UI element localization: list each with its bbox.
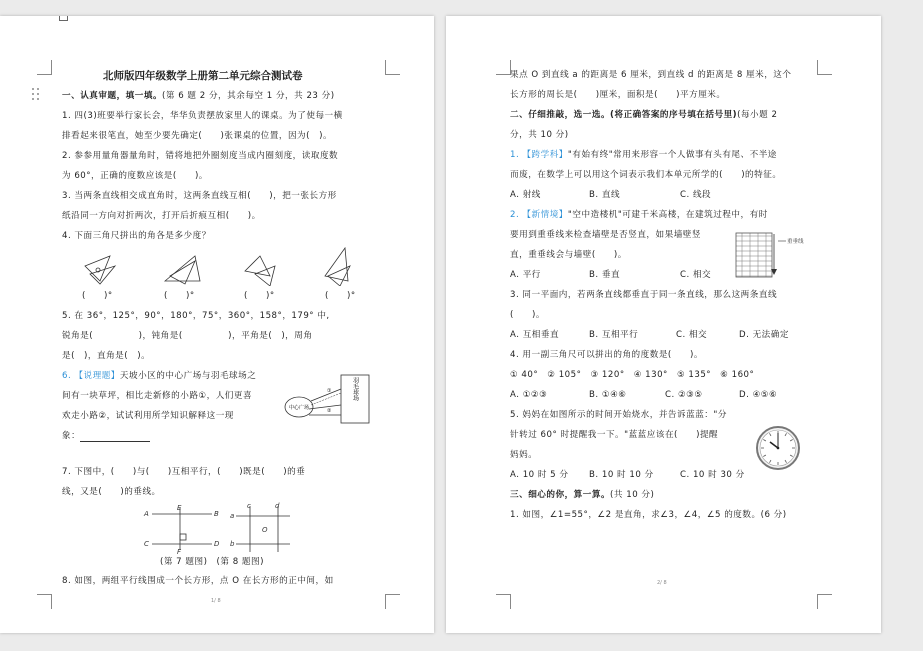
answer-blank-3[interactable]: ( )° [244,291,275,301]
continuation-line-1: 果点 O 到直线 a 的距离是 6 厘米，到直线 d 的距离是 8 厘米，这个 [510,70,792,80]
answer-underline[interactable] [80,432,150,442]
crop-mark [496,594,511,609]
figure-captions: (第 7 题图) (第 8 题图) [160,557,264,567]
label-C: C [144,540,149,548]
choice-5-line-1: 5. 妈妈在如图所示的时间开始烧水，并告诉蓝蓝："分 [510,410,727,420]
choice-2-line-2: 要用到重垂线来检查墙壁是否竖直，如果墙壁竖 [510,230,701,240]
question-6-line-3: 欢走小路②，试试利用所学知识解释这一现 [62,411,234,421]
choice-2-line-1: 2. 【新情境】"空中造楼机"可建千米高楼，在建筑过程中，有时 [510,210,768,220]
label-F: F [177,548,182,554]
question-2-line-1: 2. 参参用量角器量角时，错将地把外圈刻度当成内圈刻度，读取度数 [62,151,339,161]
answer-blank-2[interactable]: ( )° [164,291,195,301]
choice-4-option-b[interactable]: B. ①④⑥ [589,390,627,400]
question-5-line-2: 锐角是( )，钝角是( )，平角是( )，周角 [62,331,313,341]
park-map-figure [283,371,373,431]
choice-2-option-a[interactable]: A. 平行 [510,270,541,280]
question-3-line-2: 纸沿同一方向对折两次，打开后折痕互相( )。 [62,211,261,221]
choice-1-option-c[interactable]: C. 线段 [680,190,712,200]
checkbox-icon[interactable] [59,16,68,21]
choice-3-line-2: ( )。 [510,310,545,320]
crop-mark [817,60,832,75]
section-3-heading: 三、细心的你，算一算。(共 10 分) [510,490,655,500]
choice-1-line-2: 而废，在数学上可以用这个词表示我们本单元所学的( )的特征。 [510,170,782,180]
question-5-line-3: 是( )，直角是( )。 [62,351,151,361]
continuation-line-2: 长方形的周长是( )厘米，面积是( )平方厘米。 [510,90,726,100]
question-7-line-1: 7. 下图中，( )与( )互相平行，( )既是( )的垂 [62,467,306,477]
triangle-ruler-2b [170,261,195,284]
question-6-line-1: 6. 【说理题】天坡小区的中心广场与羽毛球场之 [62,371,257,381]
label-d: d [275,502,280,510]
choice-1-option-b[interactable]: B. 直线 [589,190,621,200]
parallel-lines-figure [140,502,380,554]
choice-5-option-a[interactable]: A. 10 时 5 分 [510,470,569,480]
answer-blank-1[interactable]: ( )° [82,291,113,301]
label-O: O [262,526,268,534]
triangle-rulers-figure [70,246,370,286]
court-label: 羽毛球场 [351,377,359,401]
clock-icon [754,424,802,472]
question-1-line-1: 1. 四(3)班要举行家长会，华华负责摆放家里人的课桌。为了使每一横 [62,111,343,121]
question-1-line-2: 排看起来很笔直，她至少要先确定( )张课桌的位置，因为( )。 [62,131,333,141]
question-8-line-1: 8. 如图，两组平行线围成一个长方形，点 O 在长方形的正中间，如 [62,576,334,586]
question-2-line-2: 为 60°，正确的度数应该是( )。 [62,171,208,181]
question-7-line-2: 线，又是( )的垂线。 [62,487,161,497]
document-page-2 [446,16,881,633]
choice-3-option-b[interactable]: B. 互相平行 [589,330,639,340]
choice-3-option-a[interactable]: A. 互相垂直 [510,330,560,340]
crop-mark [37,594,52,609]
crop-mark [817,594,832,609]
choice-4-line-1: 4. 用一副三角尺可以拼出的角的度数是( )。 [510,350,703,360]
crop-mark [385,594,400,609]
choice-3-line-1: 3. 同一平面内，若两条直线都垂直于同一条直线，那么这两条直线 [510,290,778,300]
question-4: 4. 下面三角尺拼出的角各是多少度？ [62,231,211,241]
document-title: 北师版四年级数学上册第二单元综合测试卷 [103,70,303,82]
crop-mark [496,60,511,75]
choice-2-option-b[interactable]: B. 垂直 [589,270,621,280]
crop-mark [37,60,52,75]
choice-2-option-c[interactable]: C. 相交 [680,270,712,280]
section-2-heading-line-2: 分，共 10 分) [510,130,569,140]
path-2-label: ② [327,408,332,414]
plaza-label: 中心广场 [288,405,310,411]
choice-1-option-a[interactable]: A. 射线 [510,190,541,200]
document-page-1 [0,16,434,633]
crop-mark [385,60,400,75]
choice-2-line-3: 直，重垂线会与墙壁( )。 [510,250,627,260]
choice-4-option-c[interactable]: C. ②③⑤ [665,390,703,400]
choice-4-option-a[interactable]: A. ①②③ [510,390,548,400]
page-number: 1/ 8 [211,598,221,604]
choice-4-option-d[interactable]: D. ④⑤⑥ [739,390,778,400]
plumb-line-figure [734,231,818,279]
label-a: a [230,512,235,520]
question-6-line-2: 间有一块草坪，相比走新修的小路①，人们更喜 [62,391,253,401]
label-b: b [230,540,235,548]
path-1-label: ① [327,388,332,394]
label-D: D [214,540,220,548]
label-c: c [247,502,251,510]
label-B: B [214,510,219,518]
calc-1-line-1: 1. 如图，∠1=55°，∠2 是直角，求∠3，∠4，∠5 的度数。(6 分) [510,510,787,520]
choice-1-line-1: 1. 【跨学科】"有始有终"常用来形容一个人做事有头有尾、不半途 [510,150,777,160]
choice-5-option-b[interactable]: B. 10 时 10 分 [589,470,654,480]
section-1-heading: 一、认真审题，填一填。(第 6 题 2 分，其余每空 1 分，共 23 分) [62,91,335,101]
answer-blank-4[interactable]: ( )° [325,291,356,301]
triangle-ruler-3b [255,266,275,286]
page-number: 2/ 8 [657,580,667,586]
choice-4-items: ① 40° ② 105° ③ 120° ④ 130° ⑤ 135° ⑥ 160° [510,370,755,380]
question-6-line-4: 象： [62,430,150,442]
section-2-heading: 二、仔细推敲，选一选。(将正确答案的序号填在括号里)(每小题 2 [510,110,778,120]
question-3-line-1: 3. 当两条直线相交成直角时，这两条直线互相( )，把一张长方形 [62,191,337,201]
choice-5-option-c[interactable]: C. 10 时 30 分 [680,470,745,480]
label-E: E [177,504,182,512]
choice-3-option-c[interactable]: C. 相交 [676,330,708,340]
choice-5-line-3: 妈妈。 [510,450,538,460]
choice-3-option-d[interactable]: D. 无法确定 [739,330,789,340]
question-5-line-1: 5. 在 36°，125°，90°，180°，75°，360°，158°，179° 中, [62,311,330,321]
choice-5-line-2: 针转过 60° 时提醒我一下。"蓝蓝应该在( )提醒 [510,430,719,440]
brick-wall [736,233,772,277]
drag-handle-icon[interactable] [32,88,41,102]
label-A: A [144,510,149,518]
plumb-line-label: 重垂线 [787,239,804,245]
